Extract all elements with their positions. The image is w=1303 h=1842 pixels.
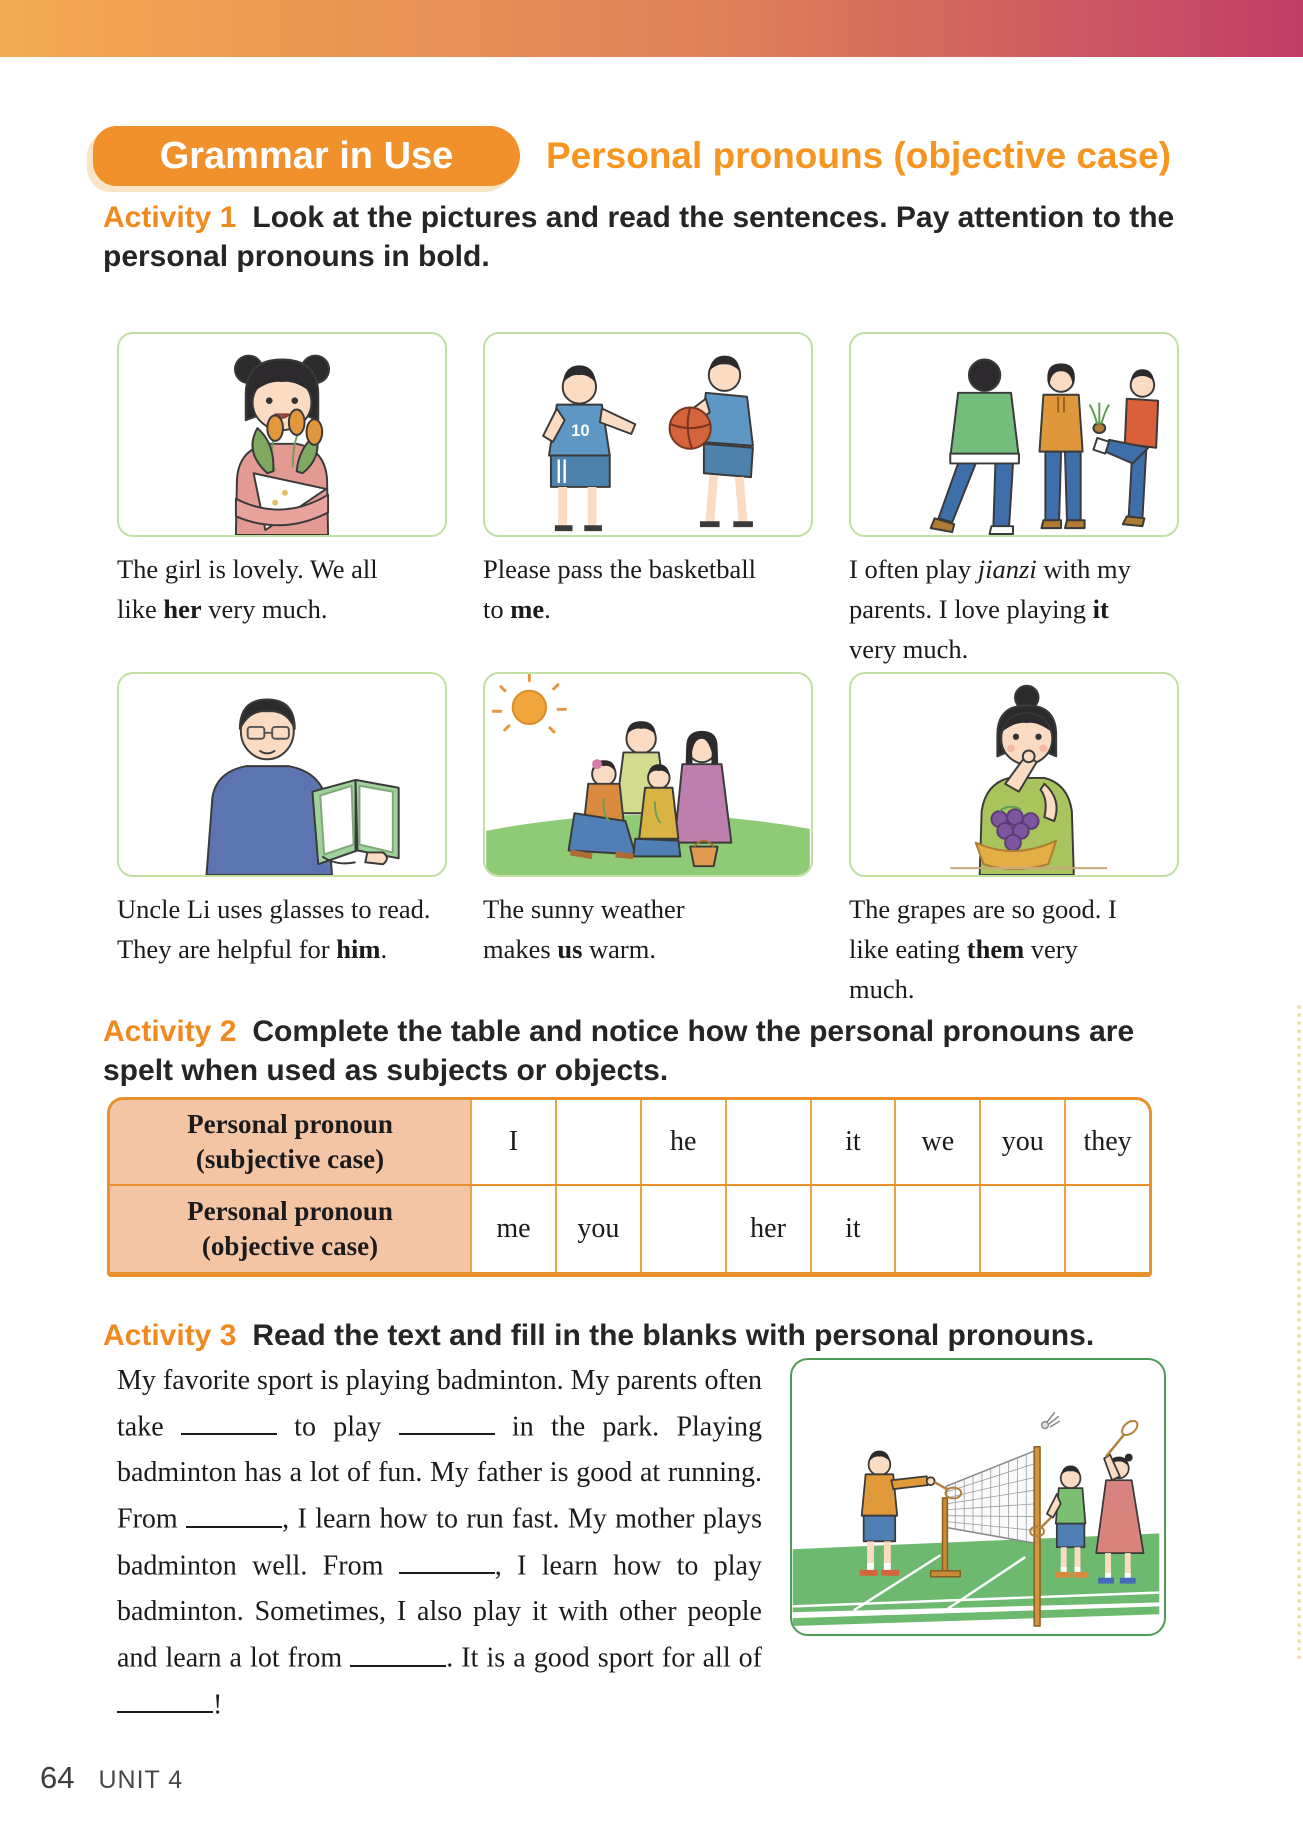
page-footer <box>40 1760 183 1796</box>
table-cell: you <box>979 1100 1064 1184</box>
lesson-title: Personal pronouns (objective case) <box>546 135 1172 176</box>
table-cell-empty[interactable] <box>894 1186 979 1272</box>
family-playing-jianzi-illustration <box>849 332 1179 537</box>
text-run: Please pass the basketball to <box>483 554 757 624</box>
badge-label: Grammar in Use <box>159 134 454 177</box>
text-run: Uncle Li uses glasses to read. They are helpful for <box>117 894 431 964</box>
table-cell: it <box>810 1100 895 1184</box>
text-run: in the park. Playing badminton has a lot of fun. My father is good at running. From <box>117 1411 762 1535</box>
table-row-objective <box>110 1184 1149 1272</box>
badminton-in-the-park-illustration <box>790 1358 1166 1636</box>
passage-text <box>117 1358 762 1728</box>
text-run: The grapes are so good. I like eating <box>849 894 1117 964</box>
grammar-in-use-badge <box>93 126 520 186</box>
activity2-heading <box>103 1012 1188 1090</box>
boys-playing-basketball-svg <box>485 334 811 535</box>
text-run: him <box>336 934 381 964</box>
fill-in-blank[interactable] <box>186 1496 282 1527</box>
text-run: The girl is lovely. We all like <box>117 554 378 624</box>
text-run: to play <box>276 1411 399 1443</box>
family-playing-jianzi-svg <box>851 334 1177 535</box>
fill-in-blank[interactable] <box>117 1682 213 1713</box>
badminton-in-the-park-svg <box>792 1360 1160 1630</box>
unit-label: UNIT 4 <box>98 1766 184 1794</box>
table-cell-empty[interactable] <box>979 1186 1064 1272</box>
activity3-body <box>117 1358 1177 1728</box>
lesson-header <box>93 126 1171 186</box>
table-cell-empty[interactable] <box>1064 1186 1149 1272</box>
table-header-objective <box>110 1186 470 1272</box>
text-run: very much. <box>849 934 1078 1004</box>
card-caption <box>117 549 417 629</box>
table-header-line: Personal pronoun <box>187 1196 393 1226</box>
text-run: I often play <box>849 554 978 584</box>
text-run: them <box>966 934 1025 964</box>
activity1-picture-grid <box>117 332 1179 1012</box>
top-gradient-banner <box>0 0 1303 57</box>
activity1-heading <box>103 198 1188 276</box>
picture-card <box>483 332 813 672</box>
picture-card <box>117 332 447 672</box>
picture-card <box>483 672 813 1012</box>
family-in-sunny-weather-illustration <box>483 672 813 877</box>
card-caption <box>483 889 753 969</box>
text-run: , I learn how to run fast. My mother plays badminton well. From <box>117 1503 762 1582</box>
text-run: . <box>544 594 551 624</box>
activity1-instruction: Look at the pictures and read the sentences. Pay attention to the personal pronouns in bold. <box>103 201 1175 273</box>
table-header-line: (objective case) <box>201 1231 379 1261</box>
text-run: very much. <box>849 634 969 664</box>
card-caption <box>483 549 783 629</box>
text-run: with my parents. I love playing <box>849 554 1131 624</box>
table-cell-empty[interactable] <box>640 1186 725 1272</box>
text-run: . <box>380 934 388 964</box>
table-cell: me <box>470 1186 555 1272</box>
fill-in-blank[interactable] <box>399 1543 495 1574</box>
text-run: me <box>510 594 545 624</box>
fill-in-blank[interactable] <box>399 1404 495 1435</box>
table-header-line: (subjective case) <box>195 1144 385 1174</box>
text-run: jianzi <box>977 554 1037 584</box>
pronoun-table <box>107 1097 1152 1277</box>
page-edge-dotted-strip <box>1297 1005 1301 1660</box>
card-caption <box>849 889 1149 1009</box>
card-caption <box>117 889 462 969</box>
family-in-sunny-weather-svg <box>485 674 811 875</box>
picture-card <box>849 332 1179 672</box>
girl-eating-grapes-svg <box>851 674 1177 875</box>
table-header-line: Personal pronoun <box>187 1109 393 1139</box>
table-cell: we <box>894 1100 979 1184</box>
boys-playing-basketball-illustration <box>483 332 813 537</box>
text-run: very much. <box>201 594 328 624</box>
text-run: warm. <box>582 934 656 964</box>
table-cell: her <box>725 1186 810 1272</box>
text-run: . It is a good sport for all of <box>446 1642 762 1674</box>
text-run: her <box>163 594 202 624</box>
table-header-subjective <box>110 1100 470 1184</box>
svg-text:10: 10 <box>571 420 590 440</box>
text-run: ! <box>213 1688 223 1720</box>
fill-in-blank[interactable] <box>350 1635 446 1666</box>
card-caption <box>849 549 1134 669</box>
page-number: 64 <box>40 1760 75 1795</box>
table-cell: I <box>470 1100 555 1184</box>
text-run: The sunny weather makes <box>483 894 685 964</box>
table-cell: it <box>810 1186 895 1272</box>
table-cell: you <box>555 1186 640 1272</box>
text-run: us <box>557 934 583 964</box>
activity3-instruction: Read the text and fill in the blanks with personal pronouns. <box>252 1319 1095 1352</box>
picture-card <box>849 672 1179 1012</box>
activity3-label: Activity 3 <box>103 1319 237 1352</box>
activity3-heading <box>103 1316 1253 1355</box>
text-run: My favorite sport is playing badminton. My parents often take <box>117 1365 762 1443</box>
text-run: it <box>1092 594 1109 624</box>
table-cell-empty[interactable] <box>725 1100 810 1184</box>
table-cell: they <box>1064 1100 1149 1184</box>
activity1-label: Activity 1 <box>103 201 237 234</box>
text-run: , I learn how to play badminton. Sometimes, I also play it with other people and learn a lot from <box>117 1550 762 1674</box>
girl-holding-flowers-svg <box>119 334 445 535</box>
activity2-instruction: Complete the table and notice how the personal pronouns are spelt when used as subjects or objects. <box>103 1015 1135 1087</box>
girl-holding-flowers-illustration <box>117 332 447 537</box>
table-row-subjective <box>110 1100 1149 1184</box>
table-cell-empty[interactable] <box>555 1100 640 1184</box>
fill-in-blank[interactable] <box>181 1404 277 1435</box>
man-reading-with-glasses-svg <box>119 674 445 875</box>
picture-card <box>117 672 447 1012</box>
man-reading-with-glasses-illustration <box>117 672 447 877</box>
table-cell: he <box>640 1100 725 1184</box>
activity2-label: Activity 2 <box>103 1015 237 1048</box>
girl-eating-grapes-illustration <box>849 672 1179 877</box>
